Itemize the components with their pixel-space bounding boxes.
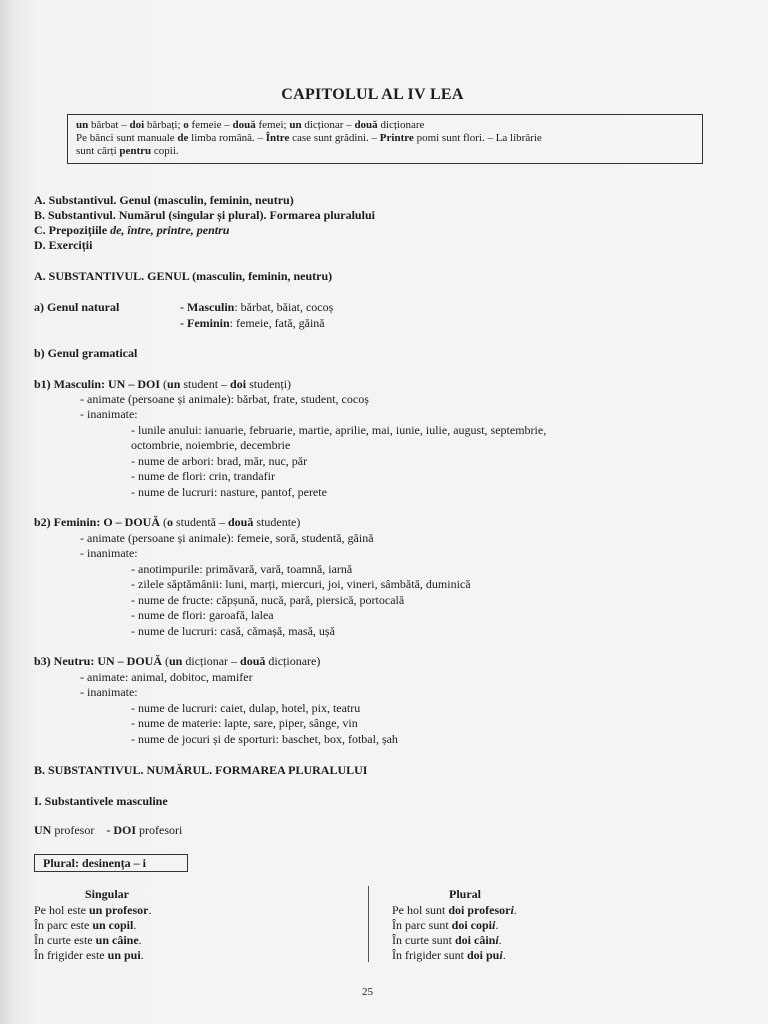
natural-feminine: - Feminin: femeie, fată, găină	[180, 316, 325, 330]
section-a-heading: A. SUBSTANTIVUL. GENUL (masculin, feminin, neutru)	[34, 269, 333, 283]
page-number: 25	[362, 986, 373, 998]
natural-gender-label: a) Genul natural	[34, 300, 120, 314]
plural-row-1: Pe hol sunt doi profesori.	[392, 903, 517, 917]
b2-fruits: - nume de fructe: căpșună, nucă, pară, piersică, portocală	[131, 593, 405, 607]
b2-heading: b2) Feminin: O – DOUĂ (o studentă – două studente)	[34, 515, 301, 529]
un-doi-example: UN profesor - DOI profesori	[34, 823, 183, 837]
natural-masculine: - Masculin: bărbat, băiat, cocoș	[180, 300, 334, 314]
plural-ending-box: Plural: desinența – i	[34, 854, 188, 872]
b2-animate: - animate (persoane și animale): femeie, soră, studentă, găină	[80, 531, 374, 545]
b1-animate: - animate (persoane și animale): bărbat, frate, student, cocoș	[80, 392, 369, 406]
b3-animate: - animate: animal, dobitoc, mamifer	[80, 670, 253, 684]
b3-inanimate: - inanimate:	[80, 685, 138, 699]
examples-line-2: Pe bănci sunt manuale de limba română. – Între case sunt grădini. – Printre pomi sunt flori. – La librărie	[76, 132, 542, 144]
b1-flowers: - nume de flori: crin, trandafir	[131, 469, 275, 483]
b2-seasons: - anotimpurile: primăvară, vară, toamnă, iarnă	[131, 562, 353, 576]
grammatical-gender-label: b) Genul gramatical	[34, 346, 138, 360]
section-b-heading: B. SUBSTANTIVUL. NUMĂRUL. FORMAREA PLURALULUI	[34, 763, 368, 777]
toc-item-b: B. Substantivul. Numărul (singular și plural). Formarea pluralului	[34, 208, 375, 222]
singular-row-1: Pe hol este un profesor.	[34, 903, 152, 917]
b1-inanimate: - inanimate:	[80, 407, 138, 421]
examples-line-1: un bărbat – doi bărbați; o femeie – două femei; un dicționar – două dicționare	[76, 119, 425, 131]
toc-item-c: C. Prepozițiile de, între, printre, pentru	[34, 223, 230, 237]
b2-inanimate: - inanimate:	[80, 546, 138, 560]
plural-row-4: În frigider sunt doi pui.	[392, 948, 506, 962]
plural-row-2: În parc sunt doi copii.	[392, 918, 499, 932]
b2-flowers: - nume de flori: garoafă, lalea	[131, 608, 274, 622]
column-divider	[368, 886, 369, 962]
singular-row-4: În frigider este un pui.	[34, 948, 144, 962]
chapter-title: CAPITOLUL AL IV LEA	[281, 86, 464, 103]
b3-objects: - nume de lucruri: caiet, dulap, hotel, pix, teatru	[131, 701, 361, 715]
b2-objects: - nume de lucruri: casă, cămașă, masă, ușă	[131, 624, 335, 638]
b3-materials: - nume de materie: lapte, sare, piper, sânge, vin	[131, 716, 358, 730]
b1-trees: - nume de arbori: brad, măr, nuc, păr	[131, 454, 308, 468]
singular-row-3: În curte este un câine.	[34, 933, 142, 947]
masculine-heading: I. Substantivele masculine	[34, 794, 168, 808]
b1-heading: b1) Masculin: UN – DOI (un student – doi studenți)	[34, 377, 292, 391]
b2-weekdays: - zilele săptămânii: luni, marți, miercuri, joi, vineri, sâmbătă, duminică	[131, 577, 471, 591]
b3-games-sports: - nume de jocuri și de sporturi: baschet, box, fotbal, șah	[131, 732, 398, 746]
examples-line-3: sunt cărți pentru copii.	[76, 145, 179, 157]
b3-heading: b3) Neutru: UN – DOUĂ (un dicționar – două dicționare)	[34, 654, 321, 668]
b1-objects: - nume de lucruri: nasture, pantof, perete	[131, 485, 327, 499]
b1-months-1: - lunile anului: ianuarie, februarie, martie, aprilie, mai, iunie, iulie, august, septembrie,	[131, 423, 547, 437]
plural-row-3: În curte sunt doi câini.	[392, 933, 502, 947]
singular-row-2: În parc este un copil.	[34, 918, 137, 932]
toc-item-d: D. Exerciții	[34, 238, 93, 252]
singular-heading: Singular	[84, 887, 129, 901]
toc-item-a: A. Substantivul. Genul (masculin, feminin, neutru)	[34, 193, 294, 207]
examples-box	[67, 114, 703, 164]
plural-heading: Plural	[449, 887, 481, 901]
b1-months-2: octombrie, noiembrie, decembrie	[131, 438, 291, 452]
